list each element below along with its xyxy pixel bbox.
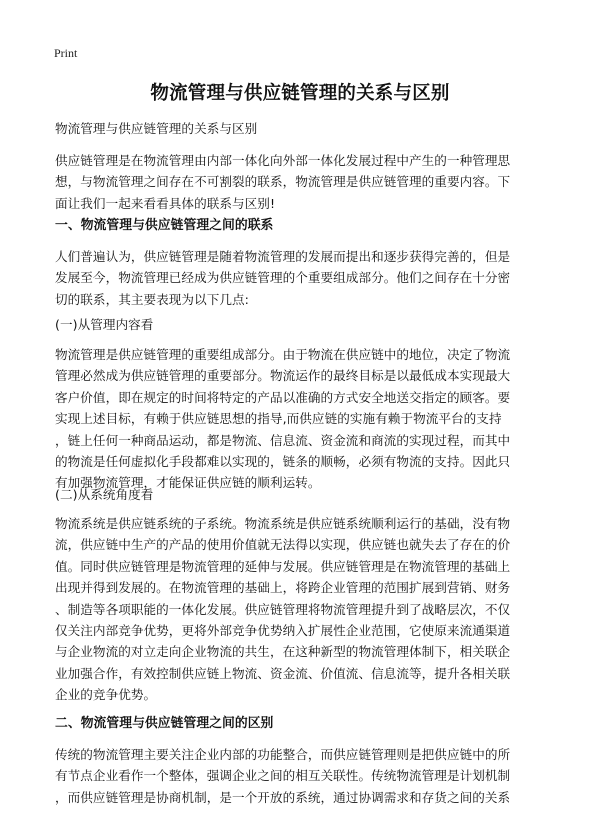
heading-text: 一、物流管理与供应链管理之间的联系 [55,218,274,233]
heading-text: (二)从系统角度看 [55,487,154,502]
text-line: 物流系统是供应链系统的子系统。物流系统是供应链系统顺利运行的基础，没有物 [55,516,511,531]
subsection2-heading [55,484,545,505]
text-line: 管理必然成为供应链管理的重要部分。物流运作的最终目标是以最低成本实现最大 [55,368,511,384]
text-line: 值。同时供应链管理是物流管理的延伸与发展。供应链管理是在物流管理的基础上 [55,558,511,574]
section1-intro-paragraph [55,246,545,310]
section2-heading [55,713,545,734]
section1-heading [55,215,545,236]
text-line: 传统的物流管理主要关注企业内部的功能整合，而供应链管理则是把供应链中的所 [55,747,511,762]
text-line: 想，与物流管理之间存在不可割裂的联系，物流管理是供应链管理的重要内容。下 [55,174,511,190]
subsection2-paragraph [55,513,545,706]
text-line: 客户价值，即在规定的时间将特定的产品以准确的方式安全地送交指定的顾客。要 [55,389,511,405]
text-line: 物流管理是供应链管理的重要组成部分。由于物流在供应链中的地位，决定了物流 [55,347,511,362]
page-title: 物流管理与供应链管理的关系与区别 [150,83,450,104]
text-line: 人们普遍认为，供应链管理是随着物流管理的发展而提出和逐步获得完善的，但是 [55,249,511,264]
text-line: 发展至今，物流管理已经成为供应链管理的个重要组成部分。他们之间存在十分密 [55,270,511,286]
text-line: 流，供应链中生产的产品的使用价值就无法得以实现，供应链也就失去了存在的价 [55,537,511,553]
subtitle [55,118,545,139]
text-line: ，链上任何一种商品运动，都是物流、信息流、资金流和商流的实现过程，而其中 [55,432,511,448]
text-line: 与企业物流的对立走向企业物流的共生，在这种新型的物流管理体制下，相关联企 [55,644,511,660]
print-label[interactable]: Print [54,46,78,60]
text-line: 仅关注内部竞争优势，更将外部竞争优势纳入扩展性企业范围，它使原来流通渠道 [55,623,511,639]
text-line: 有节点企业看作一个整体，强调企业之间的相互关联性。传统物流管理是计划机制 [55,768,511,784]
heading-text: 二、物流管理与供应链管理之间的区别 [55,716,274,731]
subtitle-text: 物流管理与供应链管理的关系与区别 [55,121,258,136]
text-line: 实现上述目标，有赖于供应链思想的指导,而供应链的实施有赖于物流平台的支持 [55,411,502,427]
subsection1-paragraph [55,344,545,494]
text-line: 切的联系，其主要表现为以下几点: [55,291,249,307]
text-line: 、制造等各项职能的一体化发展。供应链管理将物流管理提升到了战略层次，不仅 [55,601,511,617]
text-line: 的物流是任何虚拟化手段都难以实现的，链条的顺畅，必须有物流的支持。因此只 [55,454,511,470]
text-line: 面让我们一起来看看具体的联系与区别! [55,195,276,211]
text-line: ，而供应链管理是协商机制，是一个开放的系统，通过协调需求和存货之间的关系 [55,789,511,805]
intro-paragraph [55,150,545,214]
text-line: 供应链管理是在物流管理由内部一体化向外部一体化发展过程中产生的一种管理思 [55,153,511,168]
text-line: 有加强物流管理，才能保证供应链的顺利运转。 [55,475,321,491]
text-line: 出现并得到发展的。在物流管理的基础上，将跨企业管理的范围扩展到营销、财务 [55,580,511,596]
text-line: 企业的竞争优势。 [55,687,157,703]
subsection1-heading [55,314,545,335]
text-line: 业加强合作，有效控制供应链上物流、资金流、价值流、信息流等，提升各相关联 [55,665,511,681]
section2-paragraph [55,744,545,808]
heading-text: (一)从管理内容看 [55,317,154,332]
